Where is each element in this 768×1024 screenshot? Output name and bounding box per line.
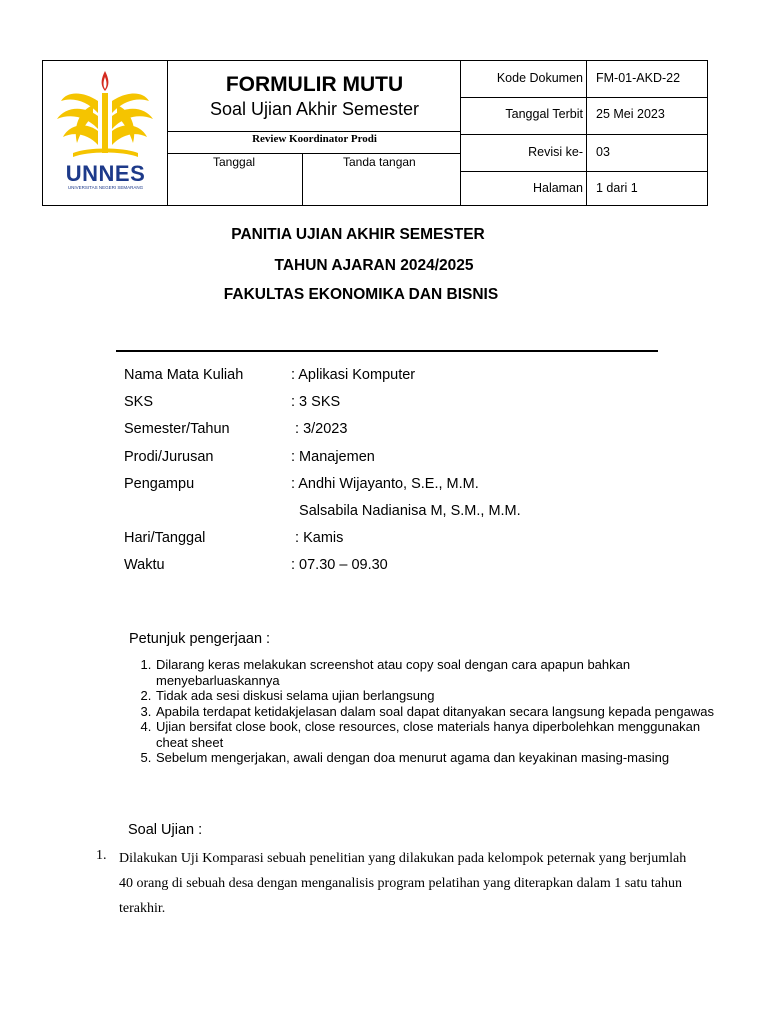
title-underline: [116, 350, 658, 352]
info-label: Hari/Tanggal: [124, 530, 206, 546]
list-item: 1. Dilarang keras melakukan screenshot atau copy soal dengan cara apapun bahkan menyebarluaskannya: [155, 657, 715, 688]
question-number: 1.: [96, 848, 107, 863]
info-label: Semester/Tahun: [124, 421, 230, 437]
meta-label: Kode Dokumen: [496, 71, 583, 85]
logo-subtext: UNIVERSITAS NEGERI SEMARANG: [67, 185, 144, 190]
list-item: 3. Apabila terdapat ketidakjelasan dalam soal dapat ditanyakan secara langsung kepada pengawas: [155, 704, 715, 720]
divider: [461, 171, 707, 172]
academic-year-title: TAHUN AJARAN 2024/2025: [274, 257, 474, 274]
list-item: 4. Ujian bersifat close book, close resources, close materials hanya diperbolehkan menggunakan cheat sheet: [155, 719, 715, 750]
info-label: Waktu: [124, 557, 165, 573]
meta-value: FM-01-AKD-22: [596, 71, 681, 85]
committee-title: PANITIA UJIAN AKHIR SEMESTER: [231, 226, 485, 243]
info-value: : Aplikasi Komputer: [291, 367, 416, 383]
info-label: Nama Mata Kuliah: [124, 367, 244, 383]
meta-label: Tanggal Terbit: [505, 107, 583, 121]
question-text: Dilakukan Uji Komparasi sebuah penelitian yang dilakukan pada kelompok peternak yang berjumlah 40 orang di sebuah desa dengan menganalisis program pelatihan yang diterapkan dalam 1 satu tahun terakhir.: [119, 851, 687, 916]
list-item: 2. Tidak ada sesi diskusi selama ujian berlangsung: [155, 688, 715, 704]
divider: [461, 97, 707, 98]
list-item: 5. Sebelum mengerjakan, awali dengan doa menurut agama dan keyakinan masing-masing: [155, 750, 715, 766]
info-value: Salsabila Nadianisa M, S.M., M.M.: [291, 503, 521, 519]
instructions-heading: Petunjuk pengerjaan :: [129, 631, 271, 647]
divider: [461, 134, 707, 135]
form-title: FORMULIR MUTU: [225, 73, 404, 96]
faculty-title: FAKULTAS EKONOMIKA DAN BISNIS: [223, 286, 499, 303]
info-label: SKS: [124, 394, 154, 410]
meta-value: 03: [596, 145, 610, 159]
divider: [302, 154, 303, 205]
info-value: : 07.30 – 09.30: [291, 557, 388, 573]
info-value: : 3/2023: [291, 421, 348, 437]
info-value: : Andhi Wijayanto, S.E., M.M.: [291, 476, 479, 492]
meta-label: Revisi ke-: [528, 145, 583, 159]
info-label: Prodi/Jurusan: [124, 449, 214, 465]
info-label: Pengampu: [124, 476, 195, 492]
form-subtitle: Soal Ujian Akhir Semester: [209, 99, 420, 119]
divider: [586, 61, 587, 205]
info-value: : Manajemen: [291, 449, 375, 465]
meta-value: 25 Mei 2023: [596, 107, 665, 121]
info-value: : 3 SKS: [291, 394, 341, 410]
unnes-logo: [43, 61, 168, 205]
instructions-list: [115, 657, 715, 766]
meta-value: 1 dari 1: [596, 181, 638, 195]
document-header-table: [42, 60, 708, 206]
logo-wordmark: UNNES: [65, 161, 146, 186]
divider: [168, 131, 460, 132]
meta-label: Halaman: [532, 181, 583, 195]
info-value: : Kamis: [291, 530, 344, 546]
review-label: Review Koordinator Prodi: [252, 133, 377, 145]
tanggal-label: Tanggal: [213, 155, 256, 169]
divider: [168, 153, 460, 154]
questions-heading: Soal Ujian :: [128, 822, 203, 838]
tanda-tangan-label: Tanda tangan: [343, 155, 416, 169]
